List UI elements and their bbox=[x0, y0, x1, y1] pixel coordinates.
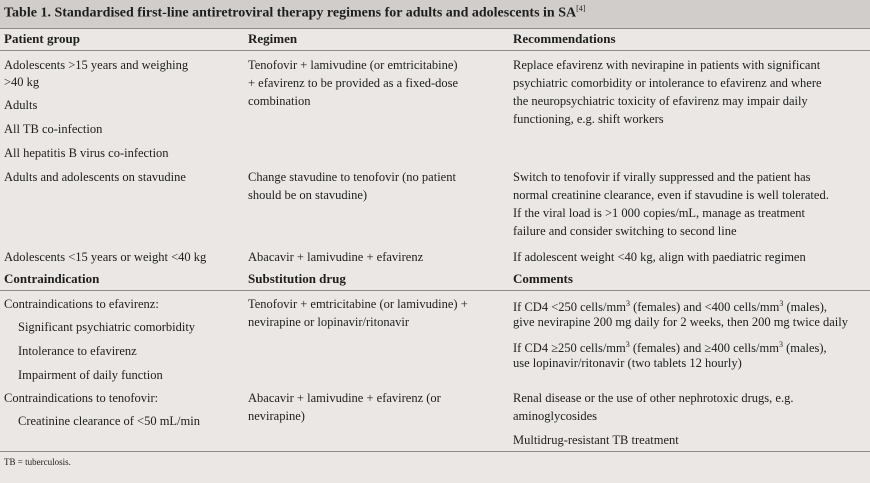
comment-cell: If CD4 ≥250 cells/$mm^3$ (females) and ≥400 cells/$mm^3$ (males), bbox=[513, 340, 827, 356]
recommendation-cell: Replace efavirenz with nevirapine in patients with significant bbox=[513, 58, 821, 72]
recommendation-cell: functioning, e.g. shift workers bbox=[513, 112, 664, 126]
substitution-cell: Tenofovir + emtricitabine (or lamivudine) + bbox=[248, 297, 468, 311]
header-patient-group: Patient group bbox=[4, 31, 80, 46]
contraindication-cell: Creatinine clearance of <50 mL/min bbox=[18, 414, 200, 428]
header-contraindication: Contraindication bbox=[4, 271, 100, 286]
header-substitution-drug: Substitution drug bbox=[248, 271, 346, 286]
patient-group-cell: Adolescents <15 years or weight <40 kg bbox=[4, 250, 207, 264]
header-regimen: Regimen bbox=[248, 31, 298, 46]
comment-cell: give nevirapine 200 mg daily for 2 weeks, then 200 mg twice daily bbox=[513, 315, 848, 329]
patient-group-cell: All TB co-infection bbox=[4, 122, 103, 136]
rule bbox=[0, 28, 870, 29]
header-recommendations: Recommendations bbox=[513, 31, 616, 46]
contraindication-cell: Impairment of daily function bbox=[18, 368, 163, 382]
patient-group-cell: All hepatitis B virus co-infection bbox=[4, 146, 169, 160]
comment-cell: If CD4 <250 cells/$mm^3$ (females) and <400 cells/$mm^3$ (males), bbox=[513, 299, 828, 315]
recommendation-cell: the neuropsychiatric toxicity of efavirenz may impair daily bbox=[513, 94, 808, 108]
recommendation-cell: failure and consider switching to second line bbox=[513, 224, 737, 238]
contraindication-cell: Significant psychiatric comorbidity bbox=[18, 320, 196, 334]
table-title: Table 1. Standardised first-line antiretroviral therapy regimens for adults and adolescents in SA[4] bbox=[4, 4, 586, 21]
recommendation-cell: If the viral load is >1 000 copies/mL, manage as treatment bbox=[513, 206, 806, 220]
substitution-cell: nevirapine) bbox=[248, 409, 305, 423]
patient-group-cell: >40 kg bbox=[4, 75, 40, 89]
title-reference: [4] bbox=[576, 4, 586, 13]
contraindication-cell: Contraindications to tenofovir: bbox=[4, 391, 159, 405]
patient-group-cell: Adults and adolescents on stavudine bbox=[4, 170, 186, 184]
substitution-cell: nevirapine or lopinavir/ritonavir bbox=[248, 315, 410, 329]
regimen-cell: + efavirenz to be provided as a fixed-dose bbox=[248, 76, 459, 90]
recommendation-cell: If adolescent weight <40 kg, align with paediatric regimen bbox=[513, 250, 806, 264]
contraindication-cell: Contraindications to efavirenz: bbox=[4, 297, 159, 311]
rule bbox=[0, 50, 870, 51]
regimen-cell: Change stavudine to tenofovir (no patient bbox=[248, 170, 456, 184]
patient-group-cell: Adolescents >15 years and weighing bbox=[4, 58, 189, 72]
regimen-cell: combination bbox=[248, 94, 311, 108]
comment-cell: Renal disease or the use of other nephrotoxic drugs, e.g. bbox=[513, 391, 794, 405]
contraindication-cell: Intolerance to efavirenz bbox=[18, 344, 137, 358]
substitution-cell: Abacavir + lamivudine + efavirenz (or bbox=[248, 391, 441, 405]
rule bbox=[0, 290, 870, 291]
comment-cell: Multidrug-resistant TB treatment bbox=[513, 433, 679, 447]
recommendation-cell: normal creatinine clearance, even if stavudine is well tolerated. bbox=[513, 188, 829, 202]
regimen-cell: should be on stavudine) bbox=[248, 188, 368, 202]
comment-cell: aminoglycosides bbox=[513, 409, 598, 423]
rule bbox=[0, 451, 870, 452]
regimen-cell: Tenofovir + lamivudine (or emtricitabine) bbox=[248, 58, 458, 72]
footnote: TB = tuberculosis. bbox=[4, 457, 71, 467]
regimen-cell: Abacavir + lamivudine + efavirenz bbox=[248, 250, 424, 264]
recommendation-cell: psychiatric comorbidity or intolerance to efavirenz and where bbox=[513, 76, 822, 90]
header-comments: Comments bbox=[513, 271, 573, 286]
patient-group-cell: Adults bbox=[4, 98, 38, 112]
comment-cell: use lopinavir/ritonavir (two tablets 12 hourly) bbox=[513, 356, 742, 370]
recommendation-cell: Switch to tenofovir if virally suppressed and the patient has bbox=[513, 170, 811, 184]
